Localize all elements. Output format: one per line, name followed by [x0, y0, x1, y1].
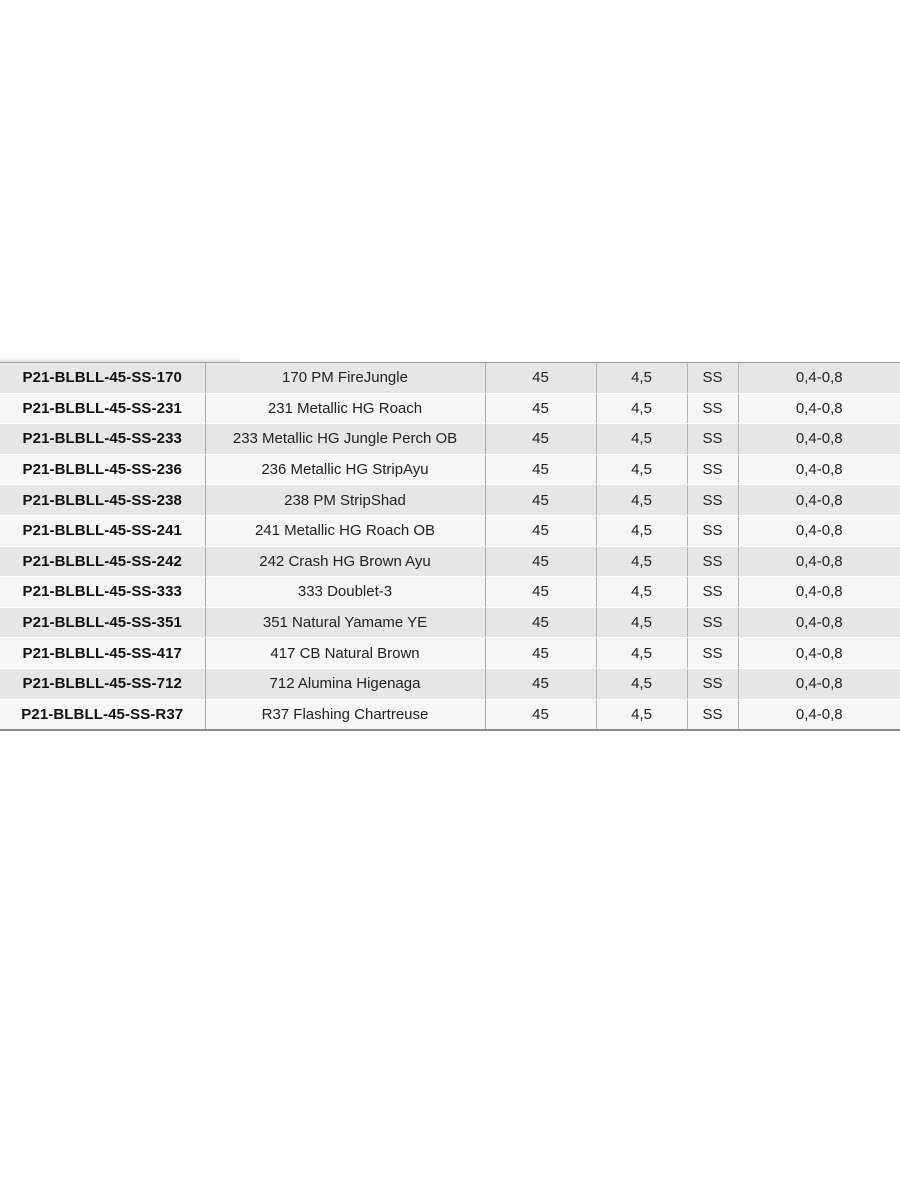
size-cell: 45 [485, 515, 596, 546]
depth-cell: 0,4-0,8 [738, 363, 900, 394]
product-code-cell: P21-BLBLL-45-SS-R37 [0, 699, 205, 730]
weight-cell: 4,5 [596, 363, 687, 394]
weight-cell: 4,5 [596, 515, 687, 546]
product-code-cell: P21-BLBLL-45-SS-233 [0, 424, 205, 455]
depth-cell: 0,4-0,8 [738, 454, 900, 485]
color-name-cell: 233 Metallic HG Jungle Perch OB [205, 424, 485, 455]
product-spec-table-container [0, 362, 900, 731]
size-cell: 45 [485, 577, 596, 608]
type-cell: SS [687, 699, 738, 730]
product-code-cell: P21-BLBLL-45-SS-242 [0, 546, 205, 577]
type-cell: SS [687, 607, 738, 638]
depth-cell: 0,4-0,8 [738, 577, 900, 608]
size-cell: 45 [485, 363, 596, 394]
color-name-cell: 241 Metallic HG Roach OB [205, 515, 485, 546]
size-cell: 45 [485, 485, 596, 516]
size-cell: 45 [485, 454, 596, 485]
type-cell: SS [687, 424, 738, 455]
color-name-cell: 417 CB Natural Brown [205, 638, 485, 669]
color-name-cell: R37 Flashing Chartreuse [205, 699, 485, 730]
product-code-cell: P21-BLBLL-45-SS-238 [0, 485, 205, 516]
table-row [0, 515, 900, 546]
depth-cell: 0,4-0,8 [738, 638, 900, 669]
product-code-cell: P21-BLBLL-45-SS-333 [0, 577, 205, 608]
depth-cell: 0,4-0,8 [738, 515, 900, 546]
type-cell: SS [687, 577, 738, 608]
depth-cell: 0,4-0,8 [738, 699, 900, 730]
size-cell: 45 [485, 393, 596, 424]
product-code-cell: P21-BLBLL-45-SS-236 [0, 454, 205, 485]
color-name-cell: 242 Crash HG Brown Ayu [205, 546, 485, 577]
table-row [0, 699, 900, 730]
type-cell: SS [687, 515, 738, 546]
color-name-cell: 231 Metallic HG Roach [205, 393, 485, 424]
table-row [0, 607, 900, 638]
weight-cell: 4,5 [596, 577, 687, 608]
color-name-cell: 333 Doublet-3 [205, 577, 485, 608]
depth-cell: 0,4-0,8 [738, 485, 900, 516]
size-cell: 45 [485, 699, 596, 730]
table-row [0, 668, 900, 699]
size-cell: 45 [485, 424, 596, 455]
type-cell: SS [687, 363, 738, 394]
size-cell: 45 [485, 546, 596, 577]
weight-cell: 4,5 [596, 393, 687, 424]
type-cell: SS [687, 668, 738, 699]
color-name-cell: 712 Alumina Higenaga [205, 668, 485, 699]
product-code-cell: P21-BLBLL-45-SS-712 [0, 668, 205, 699]
weight-cell: 4,5 [596, 424, 687, 455]
table-row [0, 546, 900, 577]
table-row [0, 454, 900, 485]
table-row [0, 577, 900, 608]
color-name-cell: 351 Natural Yamame YE [205, 607, 485, 638]
type-cell: SS [687, 454, 738, 485]
product-spec-table [0, 362, 900, 731]
type-cell: SS [687, 485, 738, 516]
size-cell: 45 [485, 668, 596, 699]
table-row [0, 363, 900, 394]
weight-cell: 4,5 [596, 454, 687, 485]
depth-cell: 0,4-0,8 [738, 393, 900, 424]
depth-cell: 0,4-0,8 [738, 668, 900, 699]
type-cell: SS [687, 393, 738, 424]
product-code-cell: P21-BLBLL-45-SS-417 [0, 638, 205, 669]
weight-cell: 4,5 [596, 668, 687, 699]
depth-cell: 0,4-0,8 [738, 424, 900, 455]
depth-cell: 0,4-0,8 [738, 607, 900, 638]
type-cell: SS [687, 546, 738, 577]
weight-cell: 4,5 [596, 485, 687, 516]
product-code-cell: P21-BLBLL-45-SS-351 [0, 607, 205, 638]
depth-cell: 0,4-0,8 [738, 546, 900, 577]
table-row [0, 485, 900, 516]
size-cell: 45 [485, 638, 596, 669]
weight-cell: 4,5 [596, 638, 687, 669]
weight-cell: 4,5 [596, 699, 687, 730]
table-row [0, 393, 900, 424]
table-row [0, 424, 900, 455]
color-name-cell: 170 PM FireJungle [205, 363, 485, 394]
product-code-cell: P21-BLBLL-45-SS-241 [0, 515, 205, 546]
table-row [0, 638, 900, 669]
table-body [0, 363, 900, 731]
size-cell: 45 [485, 607, 596, 638]
product-code-cell: P21-BLBLL-45-SS-170 [0, 363, 205, 394]
weight-cell: 4,5 [596, 546, 687, 577]
color-name-cell: 236 Metallic HG StripAyu [205, 454, 485, 485]
product-code-cell: P21-BLBLL-45-SS-231 [0, 393, 205, 424]
color-name-cell: 238 PM StripShad [205, 485, 485, 516]
type-cell: SS [687, 638, 738, 669]
weight-cell: 4,5 [596, 607, 687, 638]
